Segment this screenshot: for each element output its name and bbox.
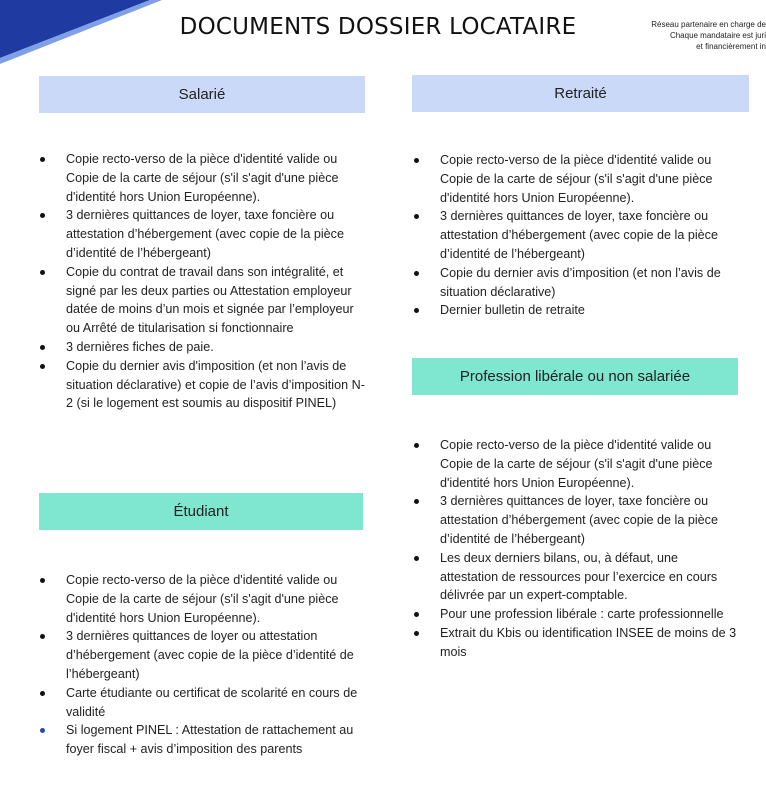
section-header-etudiant: [39, 493, 363, 530]
list-item: Copie du dernier avis d'imposition (et non l’avis de situation déclarative) et copie de l’avis d’imposition N-2 (si le logement est soumis au dispositif PINEL): [38, 357, 368, 413]
section-title-salarie: Salarié: [178, 86, 226, 103]
list-item: 3 dernières fiches de paie.: [38, 338, 368, 357]
list-item: Extrait du Kbis ou identification INSEE de moins de 3 mois: [412, 624, 737, 662]
list-item: Copie recto-verso de la pièce d'identité valide ou Copie de la carte de séjour (s'il s'agit d'une pièce d'identité hors Union Européenne).: [412, 436, 737, 492]
list-item: 3 dernières quittances de loyer, taxe foncière ou attestation d’hébergement (avec copie de la pièce d’identité de l’hébergeant): [412, 207, 737, 263]
bullet-icon: [414, 308, 419, 313]
section-header-retraite: [412, 75, 749, 112]
note-line-3: et financièrement in: [696, 42, 766, 51]
bullet-icon: [40, 364, 45, 369]
bullet-icon: [414, 499, 419, 504]
bullet-icon: [40, 634, 45, 639]
note-line-2: Chaque mandataire est juri: [669, 31, 766, 40]
bullet-icon: [414, 556, 419, 561]
bullet-icon: [414, 158, 419, 163]
note-line-1: Réseau partenaire en charge de: [651, 20, 766, 29]
corner-decoration: [0, 0, 180, 70]
list-item: 3 dernières quittances de loyer, taxe foncière ou attestation d’hébergement (avec copie de la pièce d’identité de l’hébergeant): [38, 206, 368, 262]
bullet-icon: [40, 157, 45, 162]
section-title-etudiant: Étudiant: [173, 503, 229, 520]
list-item: Copie recto-verso de la pièce d'identité valide ou Copie de la carte de séjour (s'il s'agit d'une pièce d'identité hors Union Européenne).: [38, 150, 368, 206]
bullet-icon: [414, 271, 419, 276]
list-item: Si logement PINEL : Attestation de rattachement au foyer fiscal + avis d’imposition des parents: [38, 721, 368, 759]
list-salarie: [38, 150, 368, 413]
page-title: DOCUMENTS DOSSIER LOCATAIRE: [179, 14, 577, 40]
list-item: Copie recto-verso de la pièce d'identité valide ou Copie de la carte de séjour (s'il s'agit d'une pièce d'identité hors Union Européenne).: [412, 151, 737, 207]
list-item: 3 dernières quittances de loyer, taxe foncière ou attestation d’hébergement (avec copie de la pièce d’identité de l’hébergeant): [412, 492, 737, 548]
section-title-liberale: Profession libérale ou non salariée: [459, 368, 691, 385]
section-header-liberale: [412, 358, 738, 395]
list-item: 3 dernières quittances de loyer ou attestation d’hébergement (avec copie de la pièce d’identité de l’hébergeant): [38, 627, 368, 683]
list-item: Les deux derniers bilans, ou, à défaut, une attestation de ressources pour l’exercice en cours délivrée par un expert-comptable.: [412, 549, 737, 605]
list-item: Dernier bulletin de retraite: [412, 301, 737, 320]
bullet-icon: [40, 691, 45, 696]
list-retraite: [412, 151, 737, 320]
bullet-icon: [40, 213, 45, 218]
bullet-icon: [40, 728, 45, 733]
bullet-icon: [40, 578, 45, 583]
bullet-icon: [414, 631, 419, 636]
list-liberale: [412, 436, 737, 662]
section-title-retraite: Retraité: [554, 85, 607, 102]
section-header-salarie: [39, 76, 365, 113]
list-item: Copie du dernier avis d’imposition (et non l’avis de situation déclarative): [412, 264, 737, 302]
list-item: Pour une profession libérale : carte professionnelle: [412, 605, 737, 624]
bullet-icon: [40, 270, 45, 275]
bullet-icon: [40, 345, 45, 350]
bullet-icon: [414, 612, 419, 617]
bullet-icon: [414, 443, 419, 448]
list-etudiant: [38, 571, 368, 759]
bullet-icon: [414, 214, 419, 219]
network-note: [576, 19, 766, 52]
list-item: Copie recto-verso de la pièce d'identité valide ou Copie de la carte de séjour (s'il s'agit d'une pièce d'identité hors Union Européenne).: [38, 571, 368, 627]
list-item: Carte étudiante ou certificat de scolarité en cours de validité: [38, 684, 368, 722]
list-item: Copie du contrat de travail dans son intégralité, et signé par les deux parties ou Attestation employeur datée de moins d’un mois et signée par l’employeur ou Arrêté de titularisation si fonctionnaire: [38, 263, 368, 338]
